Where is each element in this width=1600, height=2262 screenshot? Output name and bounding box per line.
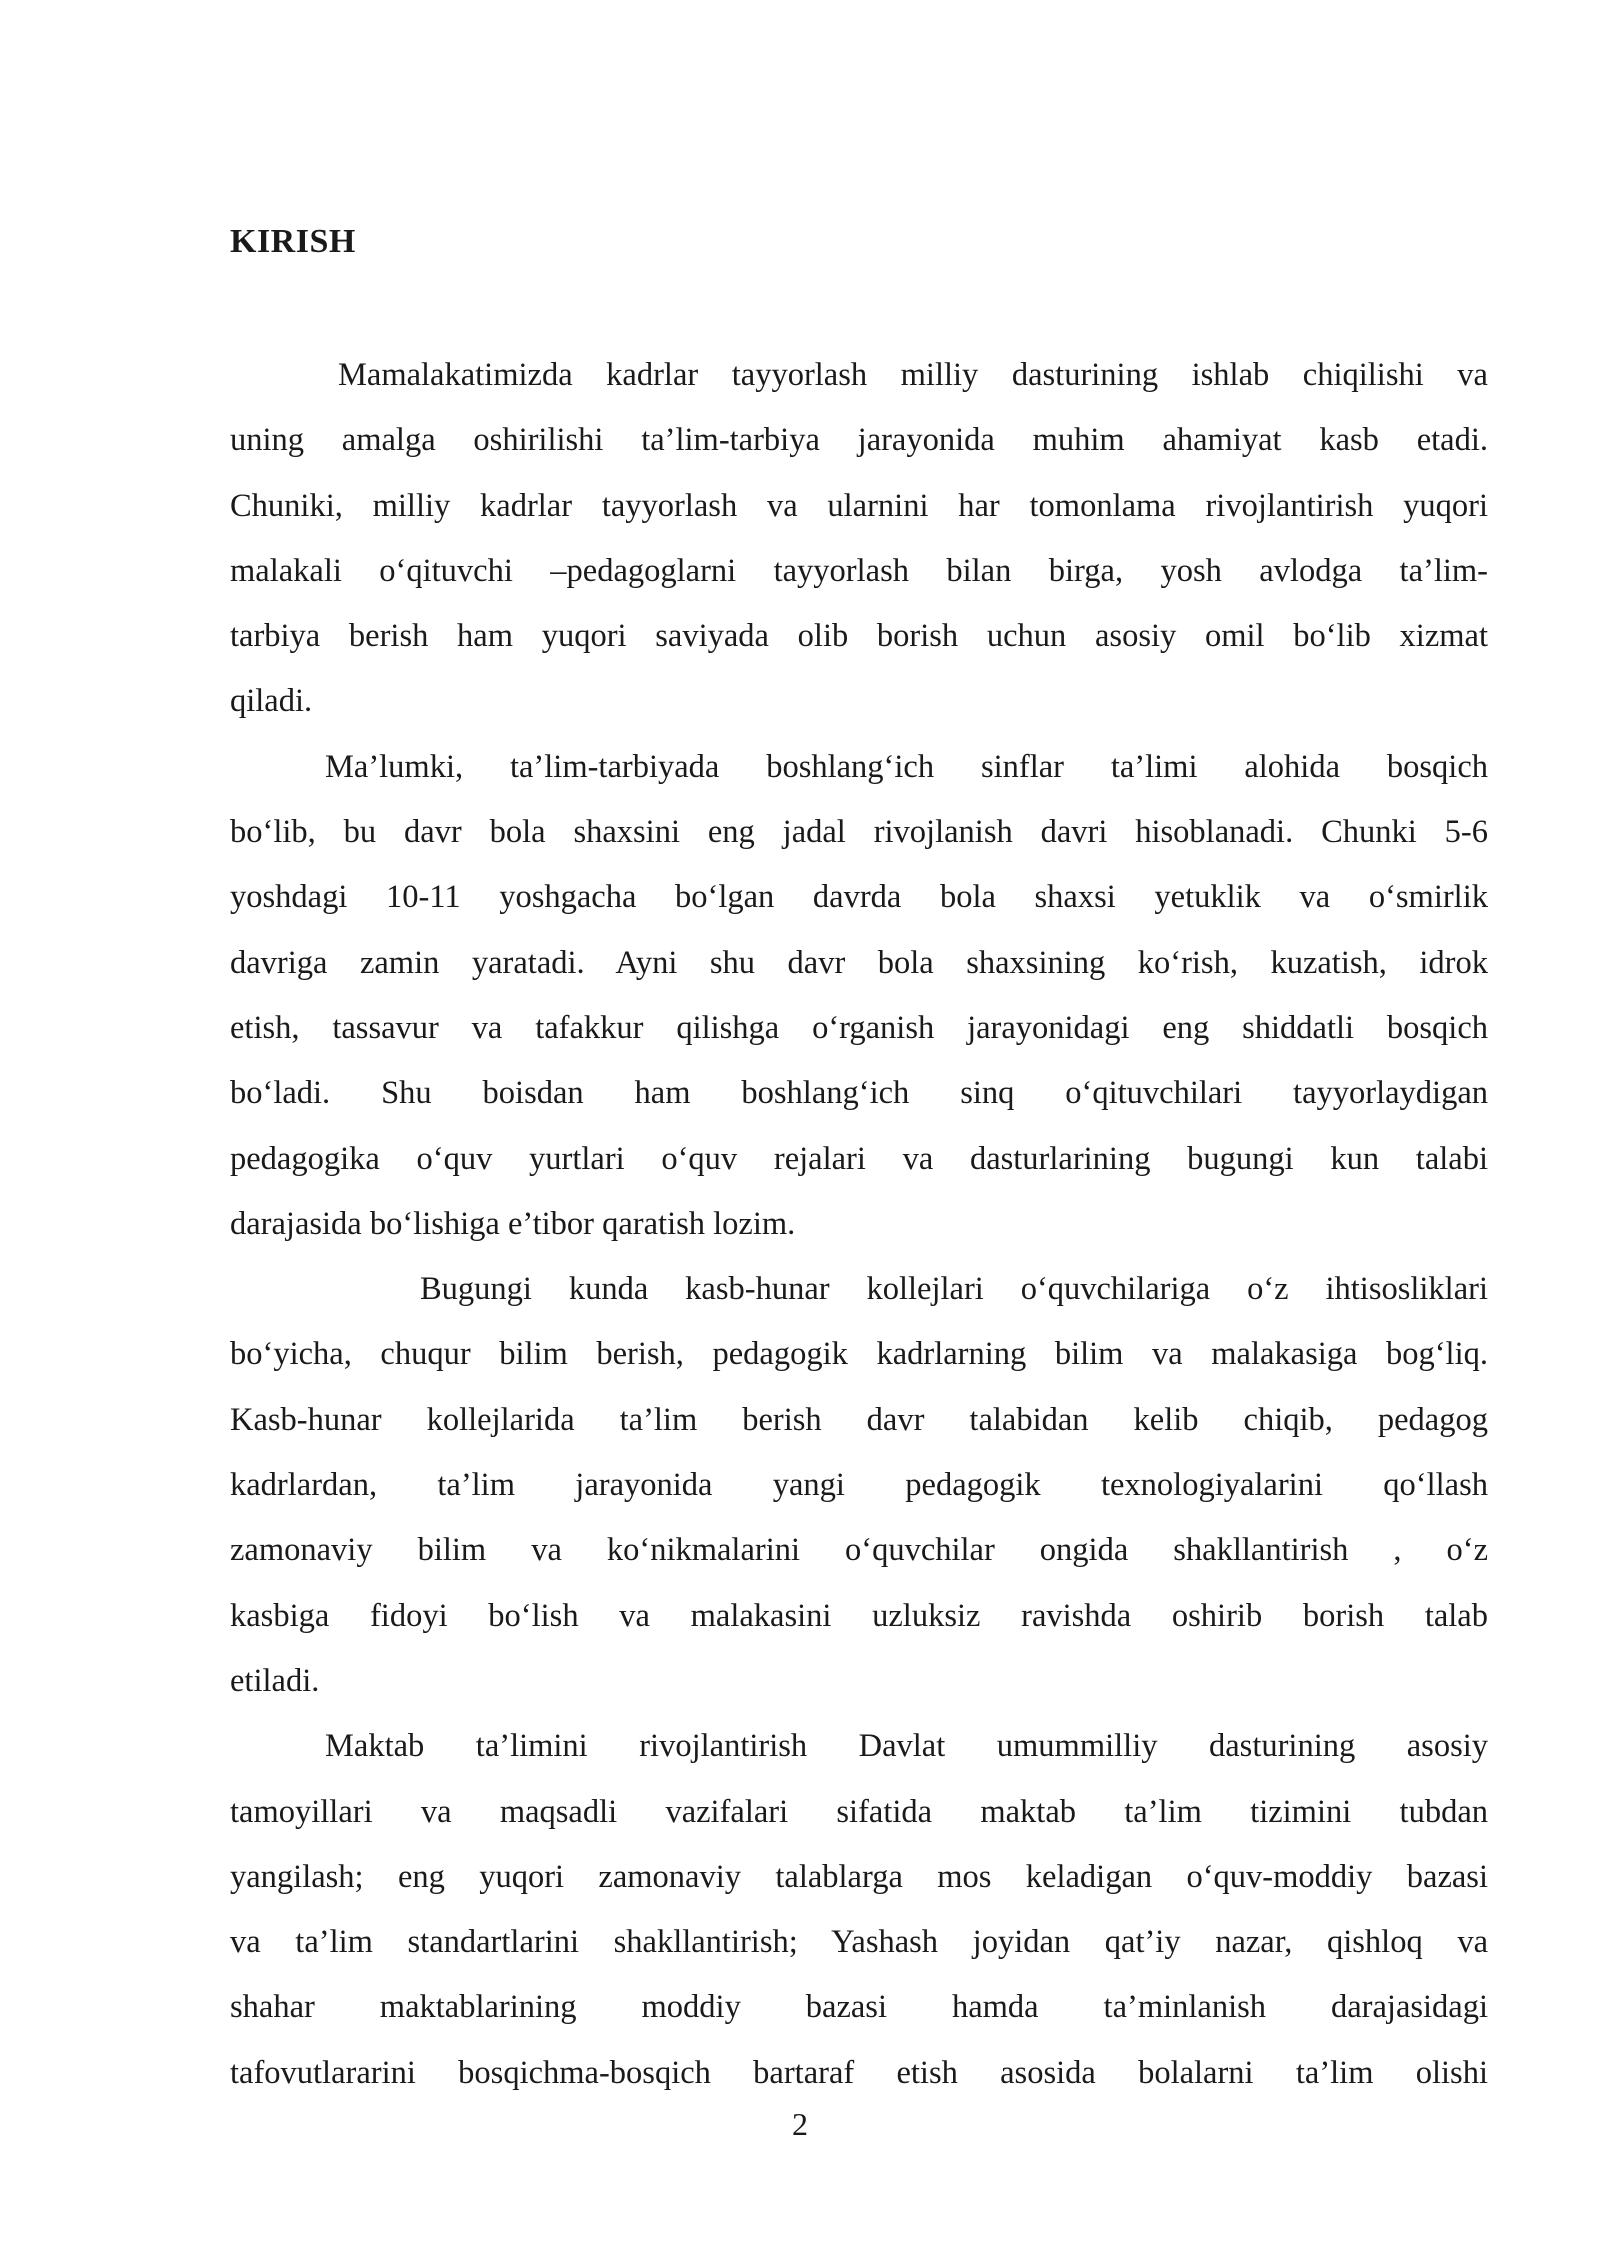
paragraph-1 [230, 343, 1488, 735]
text-line: zamonaviy bilim va ko‘nikmalarini o‘quvchilar ongida shakllantirish , o‘z [230, 1532, 1488, 1569]
text-line: kasbiga fidoyi bo‘lish va malakasini uzluksiz ravishda oshirib borish talab [230, 1597, 1488, 1634]
text-line: malakali o‘qituvchi –pedagoglarni tayyorlash bilan birga, yosh avlodga ta’lim- [230, 552, 1488, 589]
text-line: bo‘lib, bu davr bola shaxsini eng jadal rivojlanish davri hisoblanadi. Chunki 5-6 [230, 814, 1488, 851]
text-line: bo‘yicha, chuqur bilim berish, pedagogik kadrlarning bilim va malakasiga bog‘liq. [230, 1336, 1488, 1373]
paragraph-2 [230, 735, 1488, 1257]
section-heading: KIRISH [230, 223, 356, 260]
page-number: 2 [792, 2106, 808, 2142]
text-line: Mamalakatimizda kadrlar tayyorlash milliy dasturining ishlab chiqilishi va [338, 357, 1488, 393]
text-line: shahar maktablarining moddiy bazasi hamda ta’minlanish darajasidagi [230, 1989, 1488, 2026]
document-body [230, 343, 1488, 2106]
text-line: davriga zamin yaratadi. Ayni shu davr bola shaxsining ko‘rish, kuzatish, idrok [230, 944, 1488, 981]
paragraph-4 [230, 1714, 1488, 2106]
text-line: darajasida bo‘lishiga e’tibor qaratish lozim. [230, 1205, 796, 1242]
text-line: etish, tassavur va tafakkur qilishga o‘rganish jarayonidagi eng shiddatli bosqich [230, 1009, 1488, 1046]
text-line: Kasb-hunar kollejlarida ta’lim berish davr talabidan kelib chiqib, pedagog [230, 1401, 1488, 1438]
text-line: qiladi. [230, 683, 313, 720]
text-line: uning amalga oshirilishi ta’lim-tarbiya jarayonida muhim ahamiyat kasb etadi. [230, 422, 1488, 459]
text-line: etiladi. [230, 1662, 320, 1699]
text-line: yoshdagi 10-11 yoshgacha bo‘lgan davrda bola shaxsi yetuklik va o‘smirlik [230, 879, 1488, 916]
text-line: Chuniki, milliy kadrlar tayyorlash va ularnini har tomonlama rivojlantirish yuqori [230, 487, 1488, 524]
text-line: Ma’lumki, ta’lim-tarbiyada boshlang‘ich sinflar ta’limi alohida bosqich [325, 748, 1488, 785]
text-line: tarbiya berish ham yuqori saviyada olib borish uchun asosiy omil bo‘lib xizmat [230, 618, 1488, 655]
text-line: yangilash; eng yuqori zamonaviy talablarga mos keladigan o‘quv-moddiy bazasi [230, 1858, 1488, 1895]
text-line: pedagogika o‘quv yurtlari o‘quv rejalari va dasturlarining bugungi kun talabi [230, 1140, 1488, 1177]
text-line: tafovutlararini bosqichma-bosqich bartaraf etish asosida bolalarni ta’lim olishi [230, 2054, 1488, 2091]
text-line: tamoyillari va maqsadli vazifalari sifatida maktab ta’lim tizimini tubdan [230, 1793, 1488, 1830]
text-line: kadrlardan, ta’lim jarayonida yangi pedagogik texnologiyalarini qo‘llash [230, 1467, 1488, 1504]
text-line: Bugungi kunda kasb-hunar kollejlari o‘quvchilariga o‘z ihtisosliklari [420, 1271, 1488, 1308]
text-line: Maktab ta’limini rivojlantirish Davlat umummilliy dasturining asosiy [325, 1728, 1488, 1765]
text-line: va ta’lim standartlarini shakllantirish; Yashash joyidan qat’iy nazar, qishloq va [230, 1924, 1488, 1961]
text-line: bo‘ladi. Shu boisdan ham boshlang‘ich sinq o‘qituvchilari tayyorlaydigan [230, 1075, 1488, 1112]
paragraph-3 [230, 1257, 1488, 1714]
